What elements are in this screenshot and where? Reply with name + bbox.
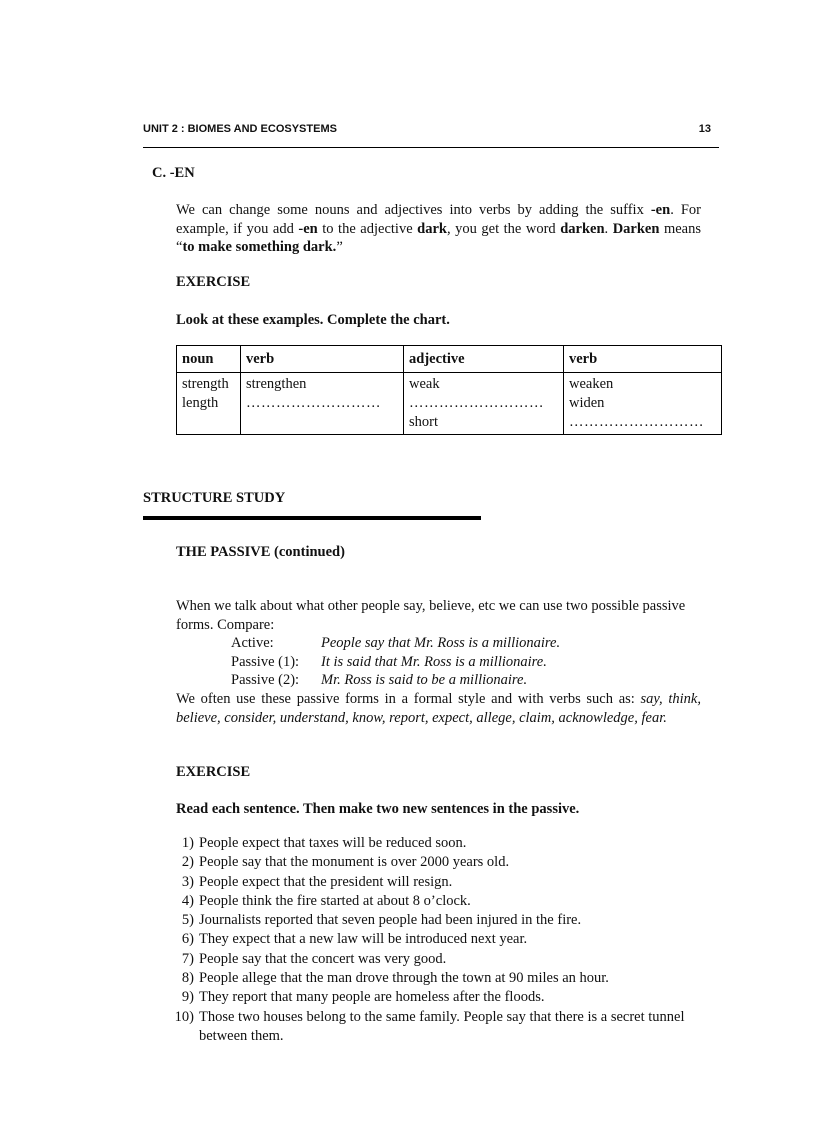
usage-verbs: say, think, believe, consider, understand, know, report, expect, allege, claim, acknowledge, fear. <box>176 691 701 726</box>
verb-example: darken <box>560 220 605 237</box>
item-text: People say that the monument is over 2000 years old. <box>199 854 510 871</box>
passive-intro: When we talk about what other people say, believe, etc we can use two possible passive forms. Compare: <box>176 598 686 633</box>
compare-label: Active: <box>231 635 274 651</box>
intro-text: . For example, if you add <box>176 202 701 237</box>
exercise-label: EXERCISE <box>176 764 251 780</box>
meaning-text: to make something dark. <box>182 239 337 255</box>
compare-row <box>231 634 560 653</box>
compare-row <box>231 653 547 672</box>
list-item <box>147 1008 707 1047</box>
chart-header: adjective <box>404 346 564 373</box>
cell-value: length <box>182 395 219 411</box>
list-item <box>147 969 707 988</box>
item-number: 5) <box>181 912 194 929</box>
item-text: They report that many people are homeless after the floods. <box>199 989 545 1006</box>
item-text: People expect that taxes will be reduced soon. <box>199 835 467 851</box>
intro-text: . <box>604 220 613 237</box>
item-text: People say that the concert was very good. <box>199 950 447 967</box>
page-number: 13 <box>698 123 711 135</box>
suffix-en: -en <box>650 202 671 218</box>
cell-value: short <box>409 414 438 430</box>
blank-answer: ……………………… <box>246 395 381 411</box>
item-number: 10) <box>174 1008 194 1025</box>
list-item <box>147 930 707 949</box>
exercise-instruction: Look at these examples. Complete the chart. <box>176 312 450 328</box>
compare-row <box>231 671 527 690</box>
item-text: People allege that the man drove through the town at 90 miles an hour. <box>199 970 609 987</box>
list-item <box>147 873 707 892</box>
cell-value: weaken <box>569 376 614 392</box>
chart-cell <box>404 373 564 435</box>
intro-text: We can change some nouns and adjectives into verbs by adding the suffix <box>176 202 651 218</box>
structure-study-heading: STRUCTURE STUDY <box>143 490 286 506</box>
item-text: People think the fire started at about 8 o’clock. <box>199 892 471 909</box>
item-text: People expect that the president will resign. <box>199 873 453 890</box>
intro-text: ” <box>336 239 343 255</box>
suffix-chart <box>176 345 722 435</box>
intro-text: to the adjective <box>317 220 418 237</box>
list-item <box>147 834 707 853</box>
list-item <box>147 853 707 872</box>
section-divider <box>143 516 481 520</box>
intro-text: means “ <box>176 220 702 255</box>
cell-value: strengthen <box>246 376 307 392</box>
item-number: 3) <box>181 873 194 890</box>
chart-cell <box>241 373 404 435</box>
chart-body-row <box>177 373 722 435</box>
chart-header-row <box>177 346 722 373</box>
item-text: Those two houses belong to the same family. People say that there is a secret tunnel between them. <box>199 1008 685 1044</box>
verb-example: Darken <box>612 220 660 237</box>
compare-example: It is said that Mr. Ross is a millionaire. <box>321 654 547 670</box>
adjective-example: dark <box>417 220 447 237</box>
item-number: 7) <box>181 950 194 967</box>
chart-cell <box>564 373 722 435</box>
item-number: 8) <box>181 970 194 987</box>
item-text: Journalists reported that seven people had been injured in the fire. <box>199 912 582 929</box>
compare-example: Mr. Ross is said to be a millionaire. <box>321 672 528 688</box>
chart-cell <box>177 373 241 435</box>
passive-usage <box>176 690 701 727</box>
section-c-intro <box>176 201 701 257</box>
item-number: 2) <box>181 854 194 871</box>
item-number: 6) <box>181 931 194 948</box>
exercise-sentence-list <box>147 834 707 1046</box>
item-number: 9) <box>181 989 194 1006</box>
usage-text: We often use these passive forms in a formal style and with verbs such as: <box>176 691 641 707</box>
chart-header: noun <box>177 346 241 373</box>
passive-subheading: THE PASSIVE (continued) <box>176 544 345 560</box>
list-item <box>147 950 707 969</box>
unit-title: UNIT 2 : BIOMES AND ECOSYSTEMS <box>143 123 337 135</box>
section-c-heading: C. -EN <box>152 165 195 181</box>
suffix-en: -en <box>298 220 318 237</box>
list-item <box>147 892 707 911</box>
compare-label: Passive (2): <box>231 672 300 688</box>
cell-value: strength <box>182 376 229 392</box>
item-text: They expect that a new law will be introduced next year. <box>199 931 528 948</box>
exercise-instruction: Read each sentence. Then make two new sentences in the passive. <box>176 801 580 817</box>
compare-example: People say that Mr. Ross is a millionaire. <box>321 635 561 651</box>
chart-header: verb <box>564 346 722 373</box>
list-item <box>147 911 707 930</box>
compare-label: Passive (1): <box>231 654 300 670</box>
intro-text: , you get the word <box>446 220 561 237</box>
exercise-label: EXERCISE <box>176 274 251 290</box>
blank-answer: ……………………… <box>409 395 544 411</box>
chart-header: verb <box>241 346 404 373</box>
item-number: 1) <box>181 835 194 851</box>
blank-answer: ……………………… <box>569 414 704 430</box>
item-number: 4) <box>181 892 194 909</box>
list-item <box>147 988 707 1007</box>
cell-value: widen <box>569 395 605 411</box>
page-header <box>143 123 719 148</box>
cell-value: weak <box>409 376 440 392</box>
